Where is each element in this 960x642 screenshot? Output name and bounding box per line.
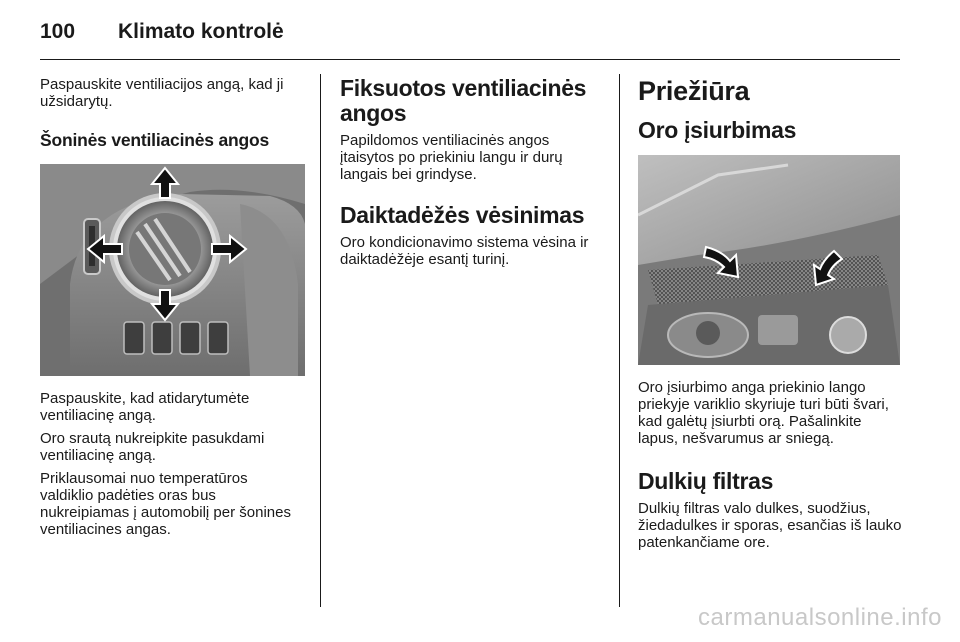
column-left xyxy=(40,76,305,538)
maintenance-title: Priežiūra xyxy=(638,76,750,106)
header-rule xyxy=(40,59,900,60)
column-middle xyxy=(340,76,605,268)
para-temperature: Priklausomai nuo temperatūros valdiklio padėties oras bus nukreipiamas į automobilį per šonines ventiliacines angas. xyxy=(40,470,291,538)
intro-text: Paspauskite ventiliacijos angą, kad ji užsidarytų. xyxy=(40,76,284,110)
para-glovebox: Oro kondicionavimo sistema vėsina ir daiktadėžėje esantį turinį. xyxy=(340,234,589,268)
page-number: 100 xyxy=(40,20,76,43)
para-open-vent: Paspauskite, kad atidarytumėte ventiliacinę angą. xyxy=(40,390,250,424)
column-right xyxy=(638,76,903,551)
para-air-intake: Oro įsiurbimo anga priekinio lango priekyje variklio skyriuje turi būti švari, kad galėtų įsiurbti orą. Pašalinkite lapus, nešvarumus ar sniegą. xyxy=(638,379,889,447)
column-divider-2 xyxy=(619,74,620,607)
fixed-vents-heading: Fiksuotos ventiliacinės angos xyxy=(340,75,587,126)
watermark: carmanualsonline.info xyxy=(698,604,942,631)
para-direct-airflow: Oro srautą nukreipkite pasukdami ventiliacinę angą. xyxy=(40,430,265,464)
side-vent-figure xyxy=(40,164,305,376)
column-divider-1 xyxy=(320,74,321,607)
air-intake-heading: Oro įsiurbimas xyxy=(638,117,797,143)
para-fixed-vents: Papildomos ventiliacinės angos įtaisytos po priekiniu langu ir durų langais bei grindyse. xyxy=(340,132,563,183)
section-title: Klimato kontrolė xyxy=(118,20,284,43)
para-dust-filter: Dulkių filtras valo dulkes, suodžius, žiedadulkes ir sporas, esančias iš lauko patenkančiame ore. xyxy=(638,500,902,551)
dust-filter-heading: Dulkių filtras xyxy=(638,468,774,494)
side-vents-heading: Šoninės ventiliacinės angos xyxy=(40,130,269,150)
glovebox-cooling-heading: Daiktadėžės vėsinimas xyxy=(340,202,585,228)
air-intake-figure xyxy=(638,155,900,365)
